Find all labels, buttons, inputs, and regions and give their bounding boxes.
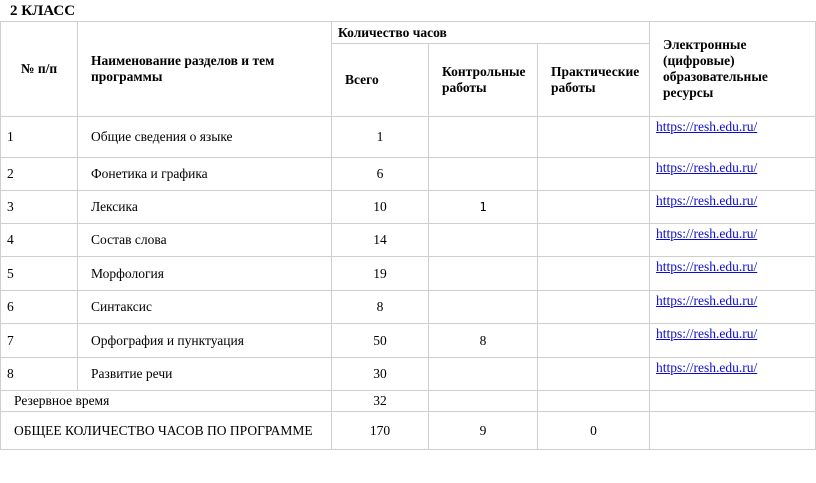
row-name: Морфология bbox=[78, 257, 332, 291]
summary-total: 170 bbox=[332, 412, 429, 450]
row-control: 1 bbox=[429, 191, 538, 224]
summary-row bbox=[1, 412, 816, 450]
header-resources: Электронные (цифровые) образовательные ресурсы bbox=[650, 22, 816, 117]
row-control bbox=[429, 358, 538, 391]
summary-label: ОБЩЕЕ КОЛИЧЕСТВО ЧАСОВ ПО ПРОГРАММЕ bbox=[1, 412, 332, 450]
row-name: Фонетика и графика bbox=[78, 158, 332, 191]
resource-link[interactable]: https://resh.edu.ru/ bbox=[650, 324, 816, 358]
empty-cell bbox=[650, 391, 816, 412]
row-total: 50 bbox=[332, 324, 429, 358]
resource-link[interactable]: https://resh.edu.ru/ bbox=[650, 158, 816, 191]
row-total: 8 bbox=[332, 291, 429, 324]
table-row bbox=[1, 324, 816, 358]
header-num: № п/п bbox=[1, 22, 78, 117]
row-total: 19 bbox=[332, 257, 429, 291]
row-practical bbox=[538, 117, 650, 158]
row-practical bbox=[538, 257, 650, 291]
empty-cell bbox=[650, 412, 816, 450]
table-row bbox=[1, 158, 816, 191]
row-control bbox=[429, 117, 538, 158]
row-num: 6 bbox=[1, 291, 78, 324]
row-practical bbox=[538, 291, 650, 324]
header-practical: Практические работы bbox=[538, 44, 650, 117]
table-row bbox=[1, 257, 816, 291]
reserve-total: 32 bbox=[332, 391, 429, 412]
row-name: Синтаксис bbox=[78, 291, 332, 324]
row-practical bbox=[538, 358, 650, 391]
page-title: 2 КЛАСС bbox=[10, 3, 76, 19]
table-row bbox=[1, 291, 816, 324]
row-practical bbox=[538, 324, 650, 358]
row-name: Развитие речи bbox=[78, 358, 332, 391]
curriculum-table bbox=[0, 21, 816, 450]
empty-cell bbox=[429, 391, 538, 412]
row-num: 1 bbox=[1, 117, 78, 158]
header-total: Всего bbox=[332, 44, 429, 117]
header-name: Наименование разделов и тем программы bbox=[78, 22, 332, 117]
reserve-row bbox=[1, 391, 816, 412]
row-practical bbox=[538, 191, 650, 224]
resource-link[interactable]: https://resh.edu.ru/ bbox=[650, 224, 816, 257]
row-num: 2 bbox=[1, 158, 78, 191]
resource-link[interactable]: https://resh.edu.ru/ bbox=[650, 191, 816, 224]
header-hours: Количество часов bbox=[332, 22, 650, 44]
row-total: 6 bbox=[332, 158, 429, 191]
reserve-label: Резервное время bbox=[1, 391, 332, 412]
row-name: Общие сведения о языке bbox=[78, 117, 332, 158]
row-control bbox=[429, 224, 538, 257]
resource-link[interactable]: https://resh.edu.ru/ bbox=[650, 291, 816, 324]
row-name: Состав слова bbox=[78, 224, 332, 257]
row-name: Лексика bbox=[78, 191, 332, 224]
resource-link[interactable]: https://resh.edu.ru/ bbox=[650, 117, 816, 158]
table-row bbox=[1, 358, 816, 391]
row-num: 7 bbox=[1, 324, 78, 358]
table-row bbox=[1, 117, 816, 158]
summary-practical: 0 bbox=[538, 412, 650, 450]
row-total: 14 bbox=[332, 224, 429, 257]
row-practical bbox=[538, 224, 650, 257]
row-control bbox=[429, 291, 538, 324]
row-control bbox=[429, 158, 538, 191]
row-control bbox=[429, 257, 538, 291]
row-num: 5 bbox=[1, 257, 78, 291]
resource-link[interactable]: https://resh.edu.ru/ bbox=[650, 257, 816, 291]
row-total: 30 bbox=[332, 358, 429, 391]
table-row bbox=[1, 191, 816, 224]
resource-link[interactable]: https://resh.edu.ru/ bbox=[650, 358, 816, 391]
header-control: Контрольные работы bbox=[429, 44, 538, 117]
row-control: 8 bbox=[429, 324, 538, 358]
row-name: Орфография и пунктуация bbox=[78, 324, 332, 358]
row-num: 8 bbox=[1, 358, 78, 391]
table-row bbox=[1, 224, 816, 257]
row-practical bbox=[538, 158, 650, 191]
summary-control: 9 bbox=[429, 412, 538, 450]
row-total: 10 bbox=[332, 191, 429, 224]
row-num: 4 bbox=[1, 224, 78, 257]
empty-cell bbox=[538, 391, 650, 412]
row-total: 1 bbox=[332, 117, 429, 158]
row-num: 3 bbox=[1, 191, 78, 224]
